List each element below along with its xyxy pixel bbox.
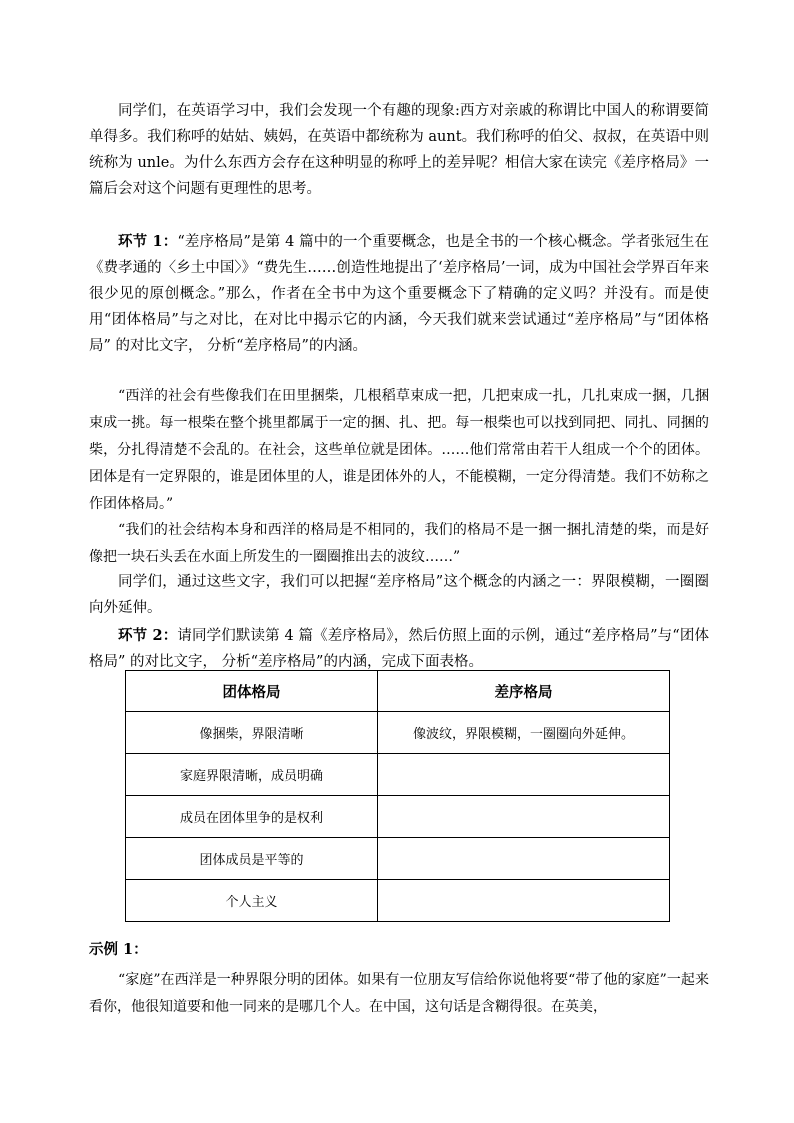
example-paragraph: “家庭”在西洋是一种界限分明的团体。如果有一位朋友写信给你说他将要“带了他的家庭”一起来看你，他很知道要和他一同来的是哪几个人。在中国，这句话是含糊得很。在英美， [89,972,709,1015]
table-row [126,754,670,796]
section1-text: “差序格局”是第 4 篇中的一个重要概念，也是全书的一个核心概念。学者张冠生在《费孝通的〈乡土中国〉》“费先生……创造性地提出了‘差序格局’一词，成为中国社会学界百年来很少见的原创概念。”那么，作者在全书中为这个重要概念下了精确的定义吗？并没有。而是使用“团体格局”与之对比，在对比中揭示它的内涵，今天我们就来尝试通过“差序格局”与“团体格局” 的对比文字， 分析“差序格局”的内涵。 [89,234,709,354]
answer-cell[interactable] [378,796,670,838]
table-cell: 家庭界限清晰，成员明确 [126,754,378,796]
table-header-row [126,671,670,712]
answer-cell[interactable] [378,754,670,796]
section1-paragraph [89,229,709,359]
table-cell: 像波纹，界限模糊，一圈圈向外延伸。 [378,712,670,754]
table-row [126,880,670,922]
comparison-table [125,670,670,922]
column-header-tuanti: 团体格局 [126,671,378,712]
column-header-chaxu: 差序格局 [378,671,670,712]
section2-text: 请同学们默读第 4 篇《差序格局》，然后仿照上面的示例，通过“差序格局”与“团体格局” 的对比文字， 分析“差序格局”的内涵，完成下面表格。 [89,628,709,670]
example-label: 示例 1： [89,941,148,958]
table-cell: 像捆柴，界限清晰 [126,712,378,754]
section2-label: 环节 2： [118,627,178,644]
table-cell: 成员在团体里争的是权利 [126,796,378,838]
summary-paragraph: 同学们，通过这些文字，我们可以把握“差序格局”这个概念的内涵之一：界限模糊，一圈圈向外延伸。 [89,574,709,616]
answer-cell[interactable] [378,880,670,922]
table-cell: 团体成员是平等的 [126,838,378,880]
section1-label: 环节 1： [118,233,178,250]
table-cell: 个人主义 [126,880,378,922]
quote-paragraph-1: “西洋的社会有些像我们在田里捆柴，几根稻草束成一把，几把束成一扎，几扎束成一捆，几捆束成一挑。每一根柴在整个挑里都属于一定的捆、扎、把。每一根柴也可以找到同把、同扎、同捆的柴，分扎得清楚不会乱的。在社会，这些单位就是团体。……他们常常由若干人组成一个个的团体。团体是有一定界限的，谁是团体里的人，谁是团体外的人，不能模糊，一定分得清楚。我们不妨称之作团体格局。” [89,388,709,512]
table-row [126,838,670,880]
quote-paragraph-2: “我们的社会结构本身和西洋的格局是不相同的，我们的格局不是一捆一捆扎清楚的柴，而是好像把一块石头丢在水面上所发生的一圈圈推出去的波纹……” [89,522,709,565]
answer-cell[interactable] [378,838,670,880]
section2-paragraph [89,623,709,675]
table-row [126,796,670,838]
intro-paragraph: 同学们，在英语学习中，我们会发现一个有趣的现象:西方对亲戚的称谓比中国人的称谓要简单得多。我们称呼的姑姑、姨妈，在英语中都统称为 aunt。我们称呼的伯父、叔叔，在英语中则统称为 unle。为什么东西方会存在这种明显的称呼上的差异呢？相信大家在读完《差序格局》一篇后会对这个问题有更理性的思考。 [89,103,709,197]
table-row [126,712,670,754]
